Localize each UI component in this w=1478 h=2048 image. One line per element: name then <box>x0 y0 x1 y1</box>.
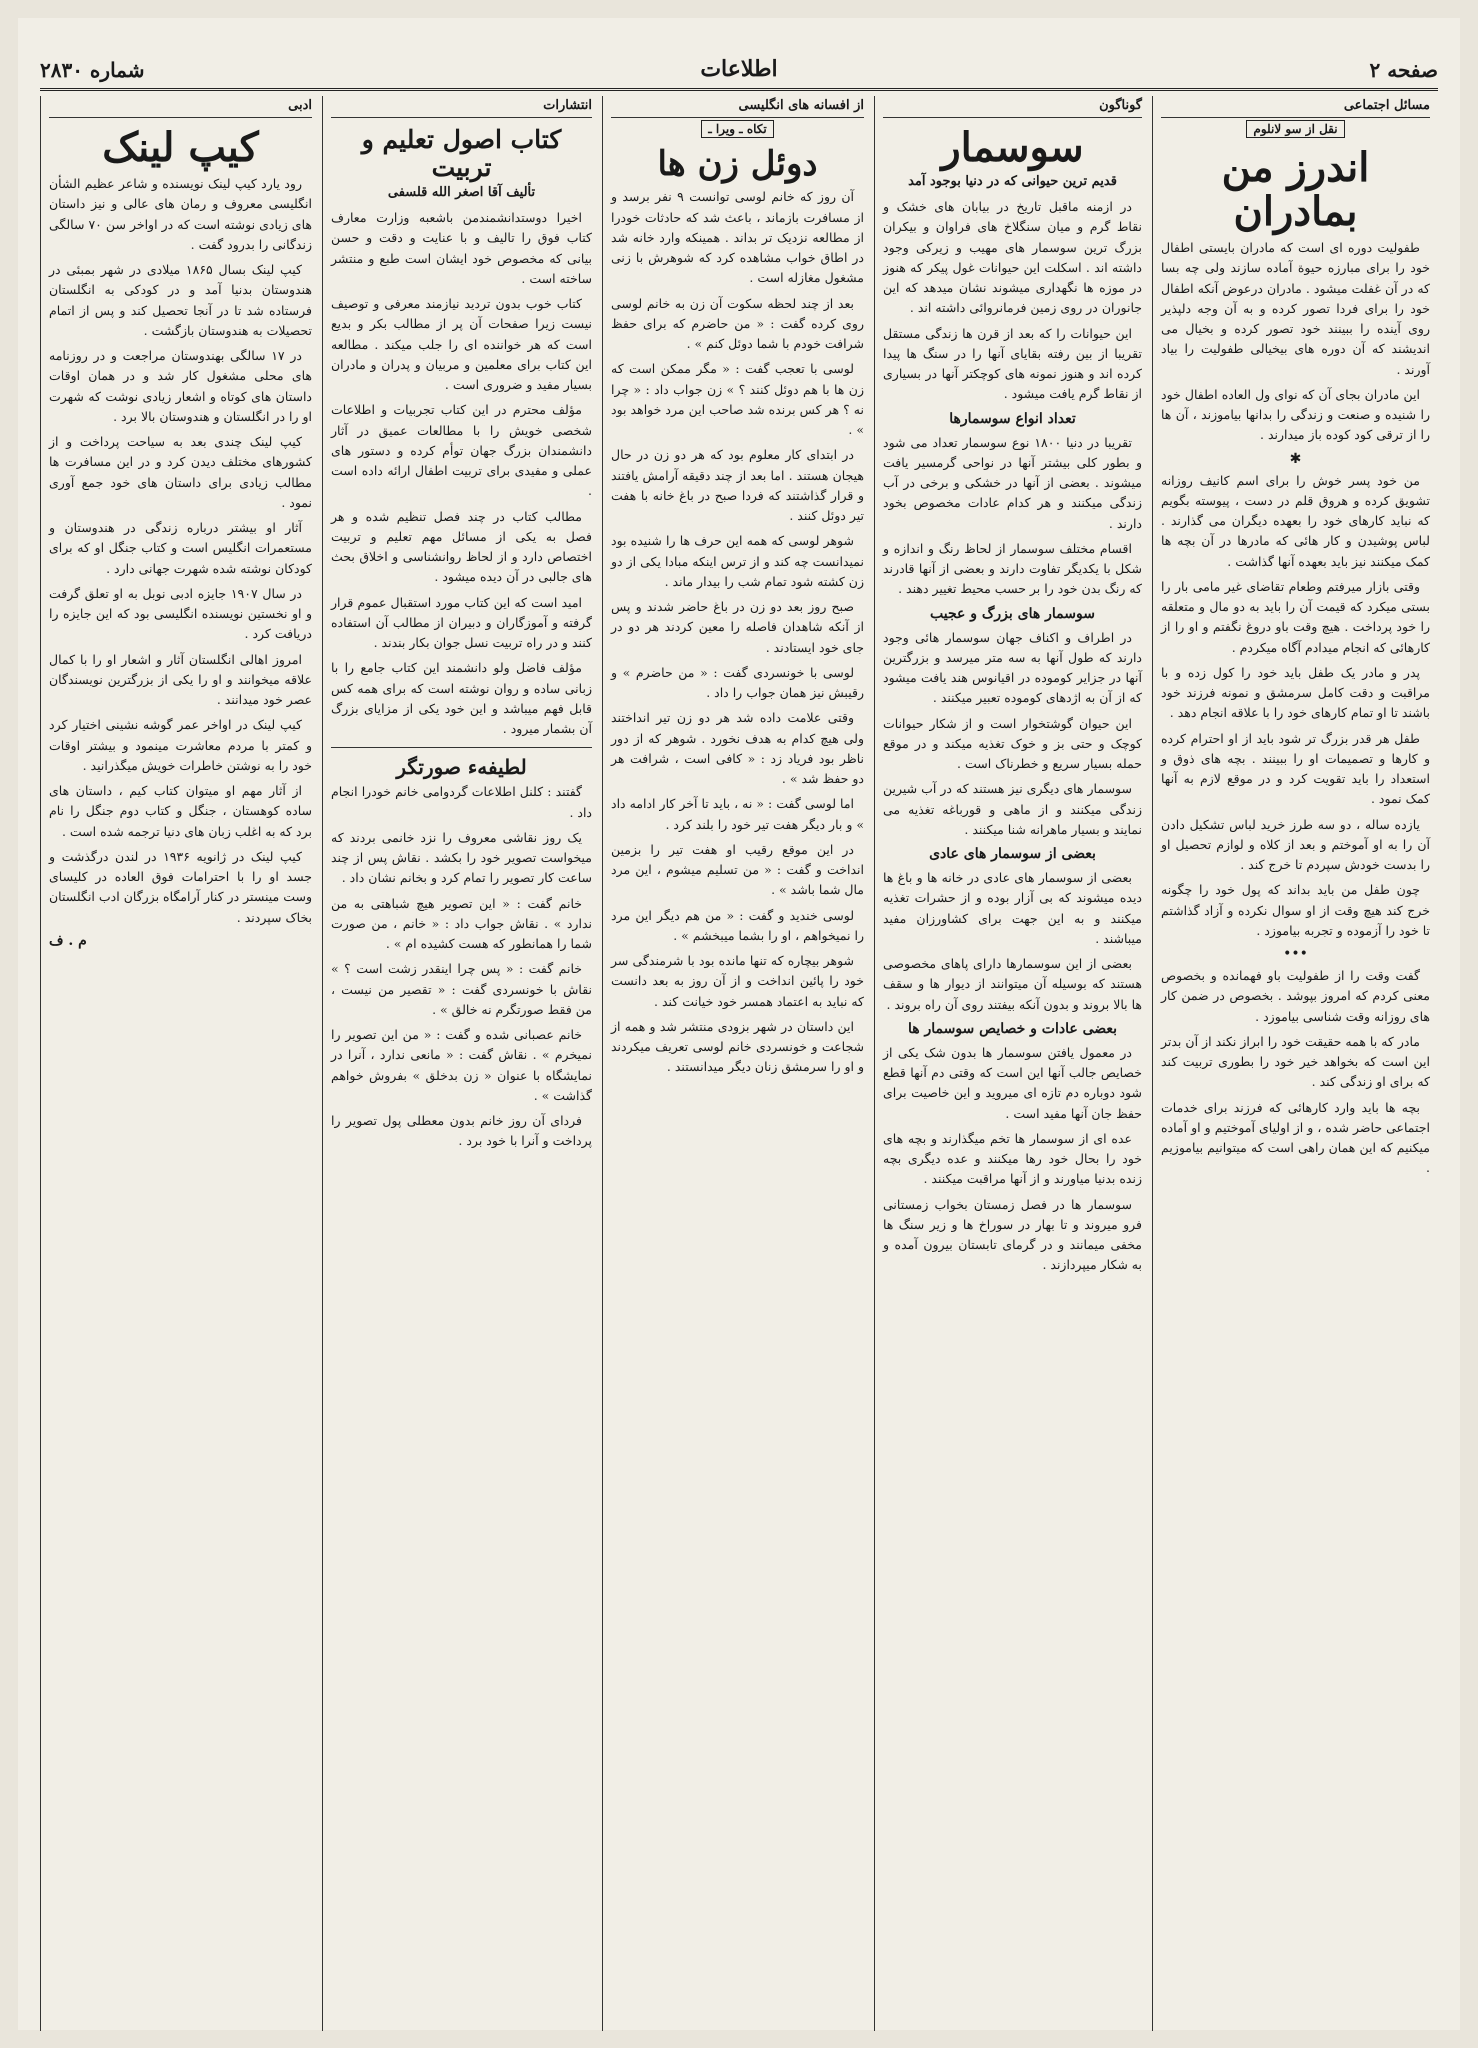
paragraph: وقتی بازار میرفتم وطعام تقاضای غیر مامی بار را بستی میکرد که قیمت آن را باید به دو مال و متعلقه را خود پرداخت . هیچ وقت باو دروغ نگفتم و او را از کارهائی که انجام میدادم آگاه میکردم . <box>1161 578 1430 655</box>
section-heading: بعضی از سوسمار های عادی <box>929 846 1096 862</box>
column-kicker: گوناگون <box>1099 98 1142 113</box>
article-title: دوئل زن ها <box>657 144 818 184</box>
paragraph: گفتند : کلنل اطلاعات گردوامی خانم خودرا انجام داد . <box>331 784 592 820</box>
paragraph: صبح روز بعد دو زن در باغ حاضر شدند و پس از آنکه شاهدان فاصله را معین کردند هر دو در جای خود ایستادند . <box>611 599 864 655</box>
paragraph: خانم گفت : « این تصویر هیچ شباهتی به من ندارد » . نقاش جواب داد : « خانم ، من صورت شما را همانطور که هست کشیده ام » . <box>331 895 592 951</box>
paragraph: آثار او بیشتر درباره زندگی در هندوستان و مستعمرات انگلیس است و کتاب جنگل او که برای کودکان نوشته شده شهرت جهانی دارد . <box>49 520 312 576</box>
paragraph: کیپ لینک بسال ۱۸۶۵ میلادی در شهر بمبئی در هندوستان بدنیا آمد و در کودکی به انگلستان فرستاده شد تا در آنجا تحصیل کند و پس از اتمام تحصیلات به هندوستان بازگشت . <box>49 262 312 338</box>
column-kicker: ادبی <box>288 98 312 113</box>
paragraph: این حیوانات را که بعد از قرن ها زندگی مستقل تقریبا از بین رفته بقایای آنها را در سنگ ها پیدا کرده اند و هنوز نمونه های کوچکتر آنها در بسیاری از نقاط گرم یافت میشود . <box>883 325 1142 402</box>
paragraph: وقتی علامت داده شد هر دو زن تیر انداختند ولی هیچ کدام به هدف نخورد . شوهر که از دور ناظر بود فریاد زد : « کافی است ، شرافت هر دو حفظ شد » . <box>611 710 864 787</box>
paragraph: گفت وقت را از طفولیت باو فهمانده و بخصوص معنی کردم که امروز بپوشد . بخصوص در ضمن کار های روزانه وقت شناسی بیاموزد . <box>1161 968 1430 1024</box>
article-source: نقل از سو لانلوم <box>1161 120 1430 138</box>
page-number: صفحه ۲ <box>1369 58 1438 82</box>
column-header <box>49 96 312 118</box>
paragraph: این حیوان گوشتخوار است و از شکار حیوانات کوچک و حتی بز و خوک تغذیه میکند و در موقع حمله بسیار سریع و خطرناک است . <box>883 715 1142 771</box>
paragraph: در اطراف و اکناف جهان سوسمار هائی وجود دارند که طول آنها به سه متر میرسد و بزرگترین آنها در جزایر کوموده در اقیانوس هند یافت میشود که از آن به اژدهای کوموده تعبیر میکنند . <box>883 629 1142 706</box>
paragraph: در ازمنه ماقبل تاریخ در بیابان های خشک و نقاط گرم و میان سنگلاخ های فراوان و بیکران بزرگ ترین سوسمار های مهیب و زیرکی وجود داشته اند . اسکلت این حیوانات غول پیکر که هنوز در موزه ها نگهداری میشوند نشان میدهد که این جانوران در روی زمین فرمانروائی داشته اند . <box>883 199 1142 316</box>
paragraph: سوسمار های دیگری نیز هستند که در آب شیرین زندگی میکنند و از ماهی و قورباغه تغذیه می نمایند و بسیار ماهرانه شنا میکنند . <box>883 781 1142 837</box>
paper-name: اطلاعات <box>700 56 778 82</box>
paragraph: از آثار مهم او میتوان کتاب کیم ، داستان های ساده کوهستان ، جنگل و کتاب دوم جنگل را نام برد که به اغلب زبان های دنیا ترجمه شده است . <box>49 783 312 839</box>
paragraph: مادر که با همه حقیقت خود را ابراز نکند از آن بدتر این است که بخواهد خیر خود را بطوری تربیت کند که برای او زندگی کند . <box>1161 1033 1430 1090</box>
paragraph: چون طفل من باید بداند که پول خود را چگونه خرج کند هیچ وقت از او سوال نکرده و آزاد گذاشتم تا خود را آزموده و تجربه بیاموزد . <box>1161 882 1430 938</box>
paragraph: پدر و مادر یک طفل باید خود را کول زده و با مراقبت و دقت کامل سرمشق و نمونه فرزند خود باشند تا او تمام کارهای خود را با علاقه انجام دهد . <box>1161 664 1430 721</box>
column-kipling <box>40 96 320 2031</box>
section-heading: سوسمار های بزرگ و عجیب <box>930 605 1095 622</box>
article-title: کیپ لینک <box>102 124 259 171</box>
paragraph: تقریبا در دنیا ۱۸۰۰ نوع سوسمار تعداد می شود و بطور کلی بیشتر آنها در نواحی گرمسیر یافت میشوند . بعضی از آنها در خشکی و برخی در آب زندگی میکنند و هر کدام عادات مخصوص بخود دارند . <box>883 434 1142 531</box>
masthead <box>40 52 1438 91</box>
paragraph: خانم گفت : « پس چرا اینقدر زشت است ؟ » نقاش با خونسردی گفت : « تقصیر من نیست ، من فقط صورتگرم نه خالق » . <box>331 961 592 1017</box>
article-title: سوسمار <box>941 124 1084 171</box>
column-kicker: مسائل اجتماعی <box>1343 98 1430 113</box>
newspaper-page <box>18 18 1460 2030</box>
paragraph: لوسی با خونسردی گفت : « من حاضرم » و رقیبش نیز همان جواب را داد . <box>611 664 864 701</box>
paragraph: آن روز که خانم لوسی توانست ۹ نفر برسد و از مسافرت بازماند ، باعث شد که حادثات خودرا از مطالعه نزدیک تر بداند . همینکه وارد خانه شد در اطاق خواب مشاهده کرد که شوهرش با زنی مشغول مغازله است . <box>611 189 864 286</box>
paragraph: سوسمار ها در فصل زمستان بخواب زمستانی فرو میروند و تا بهار در سوراخ ها و زیر سنگ ها مخفی میمانند و در گرمای تابستان بیرون آمده و به شکار میپردازند . <box>883 1196 1142 1273</box>
column-header <box>331 96 592 118</box>
dots-divider-icon: ••• <box>1283 946 1308 962</box>
column-header <box>1161 96 1430 118</box>
column-book <box>322 96 600 2031</box>
article-title: کتاب اصول تعلیم و تربیت <box>361 125 562 182</box>
paragraph: اما لوسی گفت : « نه ، باید تا آخر کار ادامه داد » و بار دیگر هفت تیر خود را بلند کرد . <box>611 796 864 832</box>
paragraph: کتاب خوب بدون تردید نیازمند معرفی و توصیف نیست زیرا صفحات آن پر از مطالب بکر و بدیع است که هر خواننده ای را جلب میکند . مطالعه این کتاب برای معلمین و مربیان و پدران و مادران بسیار مفید و ضروری است . <box>331 296 592 392</box>
paragraph: در سال ۱۹۰۷ جایزه ادبی نوبل به او تعلق گرفت و او نخستین نویسنده انگلیسی بود که این جایزه را دریافت کرد . <box>49 585 312 642</box>
section-title: لطیفهء صورتگر <box>396 755 527 780</box>
paragraph: لوسی خندید و گفت : « من هم دیگر این مرد را نمیخواهم ، او را بشما میبخشم » . <box>611 907 864 943</box>
paragraph: بعضی از این سوسمارها دارای پاهای مخصوصی هستند که بوسیله آن میتوانند از دیوار ها و سقف ها بالا بروند و بدون آنکه بیفتند روی آن راه بروند . <box>883 956 1142 1012</box>
paragraph: بعضی از سوسمار های عادی در خانه ها و باغ ها دیده میشوند که بی آزار بوده و از حشرات تغذیه میکنند و به این جهت برای کشاورزان مفید میباشند . <box>883 870 1142 946</box>
paragraph: کیپ لینک چندی بعد به سیاحت پرداخت و از کشورهای مختلف دیدن کرد و در این مسافرت ها مطالب زیادی برای داستان های خود جمع آوری نمود . <box>49 434 312 510</box>
section-divider <box>331 747 592 748</box>
paragraph: در ابتدای کار معلوم بود که هر دو زن در حال هیجان هستند . اما بعد از چند دقیقه آرامش یافتند و قرار گذاشتند که فردا صبح در باغ خانه با هفت تیر دوئل کنند . <box>611 447 864 524</box>
column-duel <box>602 96 872 2031</box>
paragraph: خانم عصبانی شده و گفت : « من این تصویر را نمیخرم » . نقاش گفت : « مانعی ندارد ، آنرا در نمایشگاه با عنوان « زن بدخلق » بفروش خواهم گذاشت » . <box>331 1027 592 1103</box>
column-lizard <box>874 96 1150 2031</box>
paragraph: مؤلف محترم در این کتاب تجربیات و اطلاعات شخصی خویش را با مطالعات عمیق در آثار دانشمندان بزرگ جهان توأم کرده و دستور های عملی و مفیدی برای تربیت اطفال ارائه داده است . <box>331 402 592 499</box>
paragraph: شوهر لوسی که همه این حرف ها را شنیده بود نمیدانست چه کند و از ترس اینکه مبادا یکی از دو زن کشته شود تمام شب را بیدار ماند . <box>611 533 864 589</box>
paragraph: من خود پسر خوش را برای اسم کانیف روزانه تشویق کرده و هروق قلم در دست ، پیوسته بگویم که نباید کارهای خود را بعهده دیگران می گذارند . لباس پوشیدن و کار هائی که مادرها در آن بچه ها کمک میکنند نیز باید بعهده آنها گذاشت . <box>1161 472 1430 569</box>
column-header <box>883 96 1142 118</box>
paragraph: فردای آن روز خانم بدون معطلی پول تصویر را پرداخت و آنرا با خود برد . <box>331 1113 592 1149</box>
paragraph: بعد از چند لحظه سکوت آن زن به خانم لوسی روی کرده گفت : « من حاضرم که برای حفظ شرافت خودم با شما دوئل کنم » . <box>611 295 864 352</box>
column-mothers <box>1152 96 1438 2031</box>
paragraph: در این موقع رقیب او هفت تیر را بزمین انداخت و گفت : « من تسلیم میشوم ، این مرد مال شما باشد » . <box>611 841 864 898</box>
paragraph: این داستان در شهر بزودی منتشر شد و همه از شجاعت و خونسردی خانم لوسی تعریف میکردند و او را سرمشق زنان دیگر میدانستند . <box>611 1018 864 1075</box>
paragraph: در معمول یافتن سوسمار ها بدون شک یکی از خصایص جالب آنها این است که وقتی دم آنها قطع شود دوباره دم تازه ای میروید و این خاصیت برای حفظ جان آنها مفید است . <box>883 1044 1142 1121</box>
article-author: تألیف آقا اصغر الله قلسفی <box>387 185 536 200</box>
paragraph: طفولیت دوره ای است که مادران بایستی اطفال خود را برای مبارزه حیوة آماده سازند ولی چه بسا که در آن غفلت میشود . مادران درعوض آنکه اطفال خود را برای فردا تصور کرده و به آن وجه دلپذیر روی آینده را ببینند خود تصور کرده و بخیال می اندیشند که آن دوره های بیخیالی طفولیت را بیاد آورند . <box>1161 240 1430 377</box>
article-title: اندرز من بمادران <box>1221 144 1370 235</box>
paragraph: امید است که این کتاب مورد استقبال عموم قرار گرفته و آموزگاران و دبیران از مطالب آن استفاده کنند و در راه تربیت نسل جوان بکار بندند . <box>331 594 592 650</box>
section-heading: تعداد انواع سوسمارها <box>949 410 1076 427</box>
article-byline: تکاه ـ ویرا ـ <box>611 120 864 138</box>
star-divider-icon: ✱ <box>1289 450 1302 467</box>
paragraph: رود یارد کیپ لینک نویسنده و شاعر عظیم الشأن انگلیسی معروف و رمان های عالی و نیز داستان های زیادی نوشته است که در اواخر سن ۷۰ سالگی زندگانی را بدرود گفت . <box>49 176 312 252</box>
paragraph: در ۱۷ سالگی بهندوستان مراجعت و در روزنامه های محلی مشغول کار شد و در همان اوقات داستان های کوتاه و اشعار زیادی نوشت که شهرت او را در انگلستان و هندوستان بالا برد . <box>49 348 312 424</box>
paragraph: طفل هر قدر بزرگ تر شود باید از او احترام کرده و کارها و تصمیمات او را ببینند . بچه های ذوق و استعداد را باید تقویت کرد و در موقع لازم به آنها کمک نمود . <box>1161 730 1430 807</box>
paragraph: یازده ساله ، دو سه طرز خرید لباس تشکیل دادن آن را به او آموختم و بعد از کلاه و لوازم تحصیل او را بدست خودش سپردم تا خرج کند . <box>1161 816 1430 872</box>
issue-number: شماره ۲۸۳۰ <box>40 58 145 82</box>
paragraph: بچه ها باید وارد کارهائی که فرزند برای خدمات اجتماعی حاضر شده ، و از اولیای آموختیم و او آماده میکنیم که این همان راهی است که میتوانیم بیاموزیم . <box>1161 1099 1430 1176</box>
article-signature: م . ف <box>49 932 87 949</box>
paragraph: اقسام مختلف سوسمار از لحاظ رنگ و اندازه و شکل با یکدیگر تفاوت دارند و بعضی از آنها قادرند که رنگ بدن خود را بر حسب محیط تغییر دهند . <box>883 540 1142 597</box>
paragraph: یک روز نقاشی معروف را نزد خانمی بردند که میخواست تصویر خود را بکشد . نقاش پس از چند ساعت کار تصویر را تمام کرد و بخانم نشان داد . <box>331 829 592 886</box>
paragraph: این مادران بجای آن که نوای ول العاده اطفال خود را شنیده و صنعت و زندگی را بدانها بیاموزند ، آن ها را از ترقی کود کوده باز میدارند . <box>1161 386 1430 443</box>
paragraph: کیپ لینک در اواخر عمر گوشه نشینی اختیار کرد و کمتر با مردم معاشرت مینمود و بیشتر اوقات خود را به نوشتن خاطرات خویش میگذرانید . <box>49 717 312 773</box>
paragraph: لوسی با تعجب گفت : « مگر ممکن است که زن ها با هم دوئل کنند ؟ » زن جواب داد : « چرا نه ؟ هر کس برنده شد صاحب این مرد خواهد بود » . <box>611 361 864 438</box>
article-subtitle: قدیم ترین حیوانی که در دنیا بوجود آمد <box>908 174 1117 189</box>
paragraph: امروز اهالی انگلستان آثار و اشعار او را با کمال علاقه میخوانند و او را یکی از بزرگترین نویسندگان عصر خود میدانند . <box>49 651 312 707</box>
column-kicker: انتشارات <box>543 98 592 113</box>
section-heading: بعضی عادات و خصایص سوسمار ها <box>907 1020 1118 1037</box>
paragraph: کیپ لینک در ژانویه ۱۹۳۶ در لندن درگذشت و جسد او را با احترامات فوق العاده در کلیسای وست مینستر در کنار آرامگاه بزرگان ادب انگلستان بخاک سپردند . <box>49 848 312 925</box>
paragraph: شوهر بیچاره که تنها مانده بود با شرمندگی سر خود را پائین انداخت و از آن روز به بعد دانست که نباید به اعتماد همسر خود خیانت کند . <box>611 953 864 1009</box>
paragraph: عده ای از سوسمار ها تخم میگذارند و بچه های خود را بحال خود رها میکنند و عده دیگری بچه زنده بدنیا میاورند و از آنها مراقبت میکنند . <box>883 1130 1142 1187</box>
paragraph: مؤلف فاضل ولو دانشمند این کتاب جامع را با زبانی ساده و روان نوشته است که برای همه کس قابل فهم میباشد و این خود یکی از مزایای بزرگ آن بشمار میرود . <box>331 660 592 736</box>
column-header <box>611 96 864 118</box>
paragraph: اخیرا دوستدانشمندمن باشعبه وزارت معارف کتاب فوق را تالیف و با عنایت و دقت و حسن بیانی که مخصوص خود ایشان است طبع و منتشر ساخته است . <box>331 210 592 286</box>
paragraph: مطالب کتاب در چند فصل تنظیم شده و هر فصل به یکی از مسائل مهم تعلیم و تربیت اختصاص دارد و از لحاظ روانشناسی و اخلاق بحث های جالبی در آن دیده میشود . <box>331 508 592 585</box>
column-kicker: از افسانه های انگلیسی <box>738 98 864 113</box>
